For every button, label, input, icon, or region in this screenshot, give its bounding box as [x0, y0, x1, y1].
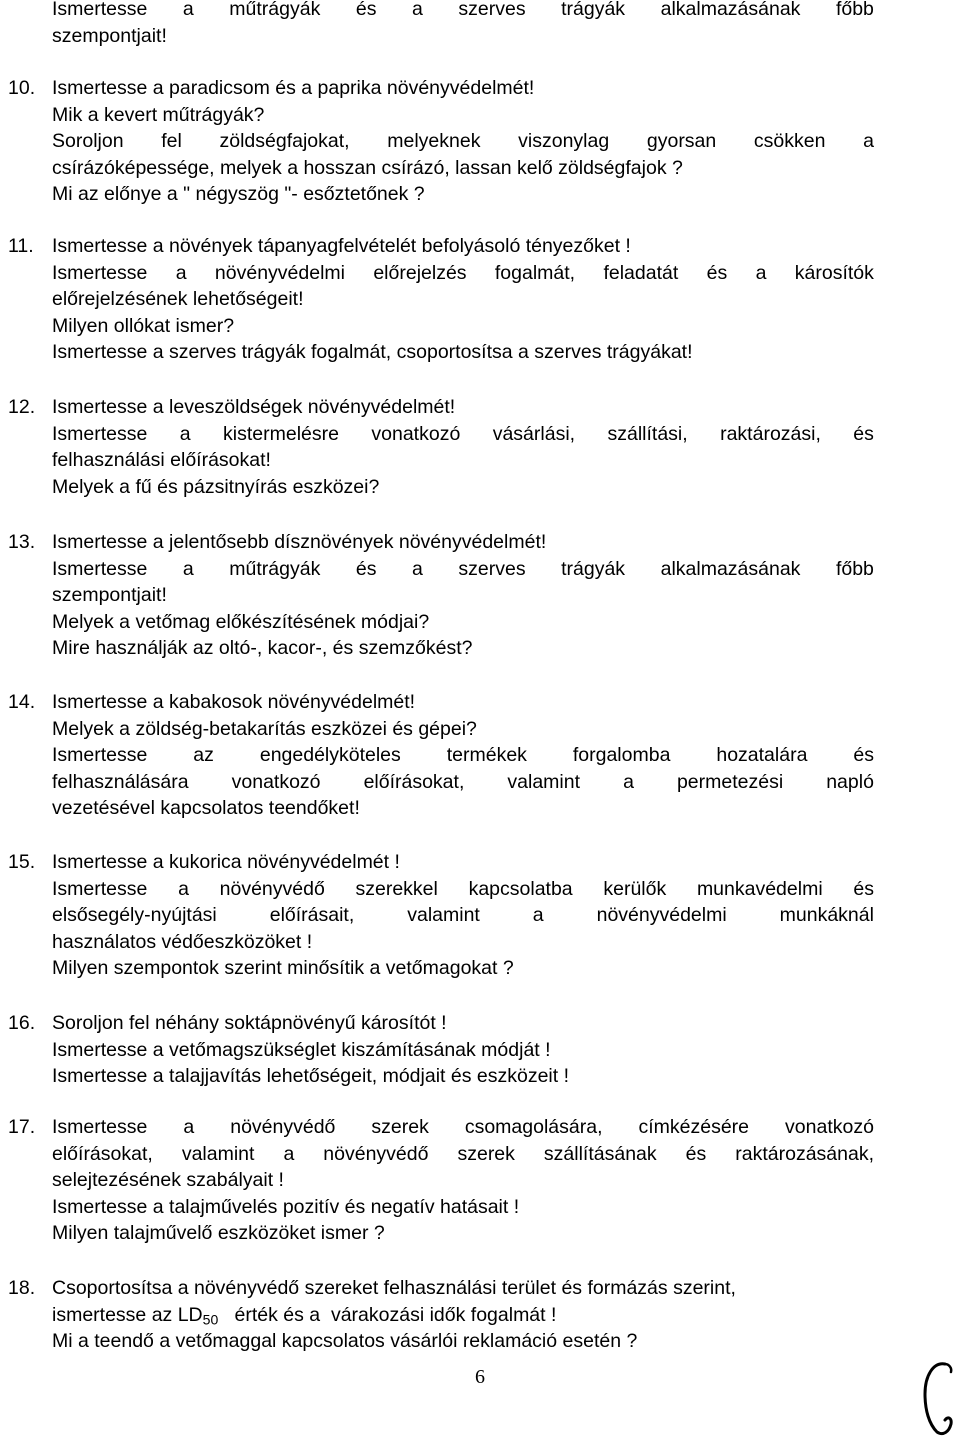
text-line: Melyek a zöldség-betakarítás eszközei és gépei?	[52, 717, 477, 740]
word: felhasználására	[52, 770, 189, 793]
text-line: Melyek a fű és pázsitnyírás eszközei?	[52, 475, 380, 498]
word: csökken	[753, 130, 826, 152]
word: Ismertesse	[52, 557, 148, 580]
word: valamint	[407, 904, 480, 926]
word: a	[412, 0, 423, 20]
text-line: Milyen talajművelő eszközöket ismer ?	[52, 1222, 385, 1244]
text-line-with-subscript	[52, 1302, 874, 1329]
word: vonatkozó	[371, 422, 461, 445]
question-number: 15.	[8, 851, 36, 873]
word: zöldségfajokat,	[219, 130, 350, 152]
word: a	[179, 422, 191, 445]
text-line: felhasználási előírásokat!	[52, 449, 271, 471]
text-line: csírázóképessége, melyek a hosszan csírázó, lassan kelő zöldségfajok ?	[52, 156, 683, 179]
word: a	[175, 261, 187, 284]
text-line: selejtezésének szabályait !	[52, 1169, 284, 1191]
word: Ismertesse	[52, 877, 148, 900]
text-line: Ismertesse a vetőmagszükséglet kiszámításának módját !	[52, 1038, 551, 1061]
subscript: 50	[202, 1311, 219, 1327]
word: termékek	[446, 744, 527, 766]
justified-line	[52, 742, 874, 769]
word: a	[178, 877, 189, 900]
word: szerves	[458, 0, 526, 20]
word: a	[532, 904, 544, 926]
question-number: 18.	[8, 1277, 36, 1299]
word: előírásokat,	[52, 1142, 153, 1165]
word: főbb	[835, 0, 874, 20]
word: kistermelésre	[223, 422, 339, 445]
word: előírásait,	[269, 904, 355, 926]
question-number: 13.	[8, 531, 36, 553]
word: a	[863, 130, 874, 152]
question-number: 14.	[8, 691, 36, 713]
text-line: Mik a kevert műtrágyák?	[52, 103, 265, 126]
word: és	[853, 744, 874, 766]
text-line: Melyek a vetőmag előkészítésének módjai?	[52, 610, 430, 633]
word: főbb	[835, 557, 874, 580]
page-number: 6	[475, 1366, 485, 1388]
word: a	[182, 0, 194, 20]
question-number: 17.	[8, 1116, 36, 1138]
justified-line	[52, 1114, 874, 1141]
text-fragment: ismertesse az LD	[52, 1303, 203, 1326]
word: raktározásának,	[735, 1142, 874, 1165]
text-line: használatos védőeszközöket !	[52, 930, 313, 953]
word: szerek	[457, 1142, 515, 1165]
word: permetezési	[676, 770, 784, 793]
text-line: előrejelzésének lehetőségeit!	[52, 288, 304, 310]
question-number: 12.	[8, 396, 36, 418]
word: fel	[161, 130, 182, 152]
word: előírásokat,	[363, 770, 465, 793]
word: Ismertesse	[52, 422, 148, 445]
word: elsősegély-nyújtási	[52, 904, 217, 926]
word: vásárlási,	[492, 422, 576, 445]
text-line: Ismertesse a talajművelés pozitív és negatív hatásait !	[52, 1195, 520, 1218]
text-line: Ismertesse a kabakosok növényvédelmét!	[52, 691, 416, 713]
word: munkavédelmi	[696, 877, 823, 900]
justified-line	[52, 769, 874, 796]
question-number: 10.	[8, 77, 36, 99]
word: viszonylag	[518, 130, 610, 152]
word: fogalmát,	[494, 261, 576, 284]
word: Ismertesse	[52, 0, 148, 20]
text-line: szempontjait!	[52, 24, 167, 47]
word: a	[182, 557, 194, 580]
word: szerekkel	[355, 877, 438, 900]
justified-line	[52, 421, 874, 448]
word: kapcsolatba	[468, 877, 573, 900]
word: növényvédelmi	[596, 904, 727, 926]
text-line: Milyen ollókat ismer?	[52, 314, 235, 337]
word: engedélyköteles	[259, 744, 401, 766]
word: növényvédő	[230, 1116, 336, 1138]
justified-line	[52, 1141, 874, 1168]
text-line: Milyen szempontok szerint minősítik a vetőmagokat ?	[52, 957, 514, 979]
justified-line	[52, 876, 874, 903]
word: valamint	[181, 1142, 255, 1165]
word: feladatát	[603, 261, 679, 284]
text-fragment: érték és a várakozási idők fogalmát !	[218, 1303, 557, 1326]
word: a	[623, 770, 634, 793]
text-line: Ismertesse a leveszöldségek növényvédelmét!	[52, 396, 456, 418]
word: műtrágyák	[229, 557, 321, 580]
word: és	[685, 1142, 707, 1165]
word: és	[853, 422, 874, 445]
text-line: Ismertesse a szerves trágyák fogalmát, csoportosítsa a szerves trágyákat!	[52, 341, 693, 363]
word: forgalomba	[572, 744, 671, 766]
text-line: Ismertesse a talajjavítás lehetőségeit, módjait és eszközeit !	[52, 1065, 569, 1087]
word: szállításának	[543, 1142, 657, 1165]
handwritten-mark	[915, 1358, 960, 1438]
word: és	[355, 0, 377, 20]
word: trágyák	[561, 0, 626, 20]
text-line: Mi az előnye a " négyszög "- esőztetőnek ?	[52, 183, 425, 205]
word: a	[755, 261, 767, 284]
word: Ismertesse	[52, 1116, 148, 1138]
word: kerülők	[603, 877, 667, 900]
word: napló	[826, 770, 874, 793]
word: növényvédelmi	[214, 261, 345, 284]
word: Ismertesse	[52, 744, 148, 766]
text-line: Mire használják az oltó-, kacor-, és szemzőkést?	[52, 637, 473, 659]
word: műtrágyák	[229, 0, 321, 20]
word: és	[853, 877, 874, 900]
word: és	[355, 557, 377, 580]
word: trágyák	[561, 557, 626, 580]
word: növényvédő	[323, 1142, 429, 1165]
word: csomagolására,	[464, 1116, 603, 1138]
word: károsítók	[794, 261, 874, 284]
word: hozatalára	[716, 744, 808, 766]
word: raktározási,	[720, 422, 821, 445]
word: Ismertesse	[52, 261, 148, 284]
justified-line	[52, 556, 874, 583]
word: az	[193, 744, 214, 766]
word: vonatkozó	[785, 1116, 874, 1138]
word: és	[706, 261, 728, 284]
text-line: Ismertesse a kukorica növényvédelmét !	[52, 851, 400, 873]
word: Soroljon	[52, 130, 124, 152]
text-line: Mi a teendő a vetőmaggal kapcsolatos vásárlói reklamáció esetén ?	[52, 1330, 638, 1352]
text-line: szempontjait!	[52, 584, 167, 606]
word: növényvédő	[219, 877, 325, 900]
question-number: 11.	[8, 235, 34, 257]
word: munkáknál	[779, 904, 874, 926]
word: a	[183, 1116, 195, 1138]
text-line: Ismertesse a paradicsom és a paprika növényvédelmét!	[52, 77, 535, 99]
text-line: Soroljon fel néhány soktápnövényű károsítót !	[52, 1012, 447, 1034]
text-line: Csoportosítsa a növényvédő szereket felhasználási terület és formázás szerint,	[52, 1277, 736, 1299]
question-number: 16.	[8, 1012, 36, 1034]
justified-line	[52, 260, 874, 287]
word: melyeknek	[387, 130, 481, 152]
word: szerek	[371, 1116, 429, 1138]
word: a	[283, 1142, 295, 1165]
word: alkalmazásának	[660, 557, 801, 580]
word: címkézésére	[638, 1116, 750, 1138]
text-line: Ismertesse a jelentősebb dísznövények növényvédelmét!	[52, 531, 547, 553]
word: előrejelzés	[373, 261, 467, 284]
text-line: vezetésével kapcsolatos teendőket!	[52, 797, 360, 819]
word: vonatkozó	[231, 770, 321, 793]
text-line: Ismertesse a növények tápanyagfelvételét befolyásoló tényezőket !	[52, 235, 631, 257]
word: szállítási,	[607, 422, 688, 445]
word: gyorsan	[646, 130, 717, 152]
justified-line	[52, 0, 874, 23]
word: valamint	[507, 770, 581, 793]
word: alkalmazásának	[660, 0, 801, 20]
word: a	[412, 557, 423, 580]
justified-line	[52, 902, 874, 929]
justified-line	[52, 128, 874, 155]
word: szerves	[458, 557, 526, 580]
